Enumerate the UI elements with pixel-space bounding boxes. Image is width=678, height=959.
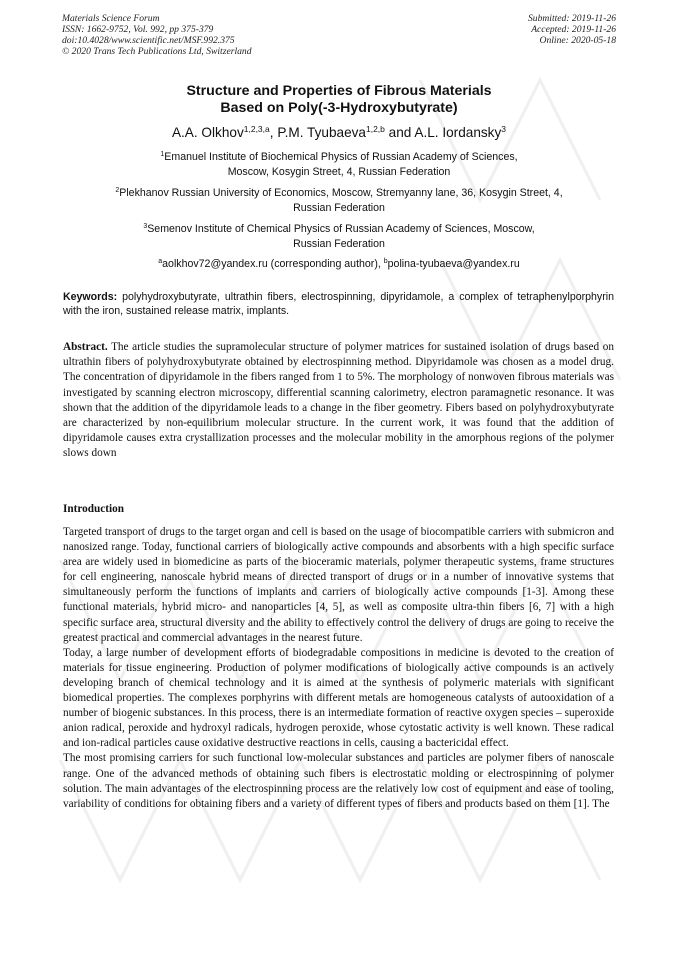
title-line-2: Based on Poly(-3-Hydroxybutyrate) <box>220 100 458 116</box>
email-marker-b: b <box>383 258 388 265</box>
keywords <box>63 290 614 318</box>
affiliation-text: Russian Federation <box>293 237 385 250</box>
affiliation-3 <box>60 222 618 251</box>
keywords-label: Keywords: <box>63 291 118 303</box>
author-separator: , <box>269 125 278 140</box>
introduction-body <box>63 525 614 812</box>
author-3: A.L. Iordansky <box>414 125 502 140</box>
author-1: A.A. Olkhov <box>171 125 244 140</box>
paragraph: Targeted transport of drugs to the target organ and cell is based on the usage of biocompatible carriers with submicron and nanosized range. Today, functional carriers of biologically active compounds and absorbents with a high specific surface area are widely used in biomedicine as parts of the bioceramic materials, polymer therapeutic systems, frame structures for cell engineering, nanoscale hybrid means of directed transport of drugs or in a number of innovative systems that simultaneously perform the functions of implants and carriers of biologically active compounds [1-3]. Among these functional materials, hybrid micro- and nanoparticles [4, 5], as well as composite ultra-thin fibers [6, 7] with a high specific surface area, structural diversity and the ability to effectively control the delivery of drugs are going to receive the greatest practical and commercial advantages in the nearest future. <box>63 526 614 644</box>
journal-header-right <box>528 13 616 46</box>
abstract <box>63 340 614 462</box>
journal-name: Materials Science Forum <box>62 13 160 24</box>
keywords-text: polyhydroxybutyrate, ultrathin fibers, electrospinning, dipyridamole, a complex of tetraphenylporphyrin with the iron, sustained release matrix, implants. <box>63 291 614 318</box>
doi-line: doi:10.4028/www.scientific.net/MSF.992.375 <box>62 35 235 46</box>
copyright-line: © 2020 Trans Tech Publications Ltd, Switzerland <box>62 46 252 57</box>
affiliation-text: Moscow, Kosygin Street, 4, Russian Federation <box>227 165 451 178</box>
affiliation-marker: 2 <box>115 187 120 195</box>
email-marker-a: a <box>158 258 163 265</box>
affiliation-text: Emanuel Institute of Biochemical Physics of Russian Academy of Sciences, <box>164 151 518 163</box>
author-2: P.M. Tyubaeva <box>277 125 366 140</box>
author-separator: and <box>384 125 415 140</box>
contact-emails <box>60 257 618 271</box>
section-heading-introduction: Introduction <box>63 503 125 515</box>
affiliation-text: Russian Federation <box>293 201 385 214</box>
paragraph: Today, a large number of development efforts of biodegradable compositions in medicine is devoted to the creation of materials for tissue engineering. Production of polymer modifications of biologically active compounds is an actively developing branch of chemical technology and it is aimed at the synthesis of polymeric materials with significant biomedical properties. The complexes porphyrins with different metals are homogeneous catalysts of autooxidation of a number of biogenic substances. In this process, there is an intermediate formation of reactive oxygen species – superoxide anion radical, peroxide and hydroxyl radicals, hydrogen peroxide, whose cytostatic activity is well known. These radical and ion-radical particles cause oxidative destructive reactions in cells, causing a bactericidal effect. <box>63 646 614 750</box>
abstract-label: Abstract. <box>63 341 108 353</box>
title-line-1: Structure and Properties of Fibrous Materials <box>186 83 492 99</box>
email-a: aolkhov72@yandex.ru (corresponding author), <box>162 258 384 270</box>
affiliation-2 <box>60 186 618 215</box>
email-b: polina-tyubaeva@yandex.ru <box>387 258 520 270</box>
affiliation-marker: 1 <box>160 151 165 158</box>
accepted-date: Accepted: 2019-11-26 <box>531 24 616 35</box>
affiliation-marker: 3 <box>143 223 148 231</box>
author-list <box>60 125 618 141</box>
issn-line: ISSN: 1662-9752, Vol. 992, pp 375-379 <box>62 24 214 35</box>
affiliation-text: Plekhanov Russian University of Economics, Moscow, Stremyanny lane, 36, Kosygin Street, 4, <box>119 187 563 200</box>
paper-title <box>60 83 618 117</box>
author-3-affil: 3 <box>501 124 507 134</box>
paragraph: The most promising carriers for such functional low-molecular substances and particles are polymer fibers of nanoscale range. One of the advanced methods of obtaining such fibers is electrostatic molding or electrospinning of polymer solution. The main advantages of the electrospinning process are the relatively low cost of equipment and ease of tooling, variability of conditions for obtaining fibers and a variety of different types of fibers and products based on them [1]. The <box>63 752 614 810</box>
affiliations <box>60 150 618 259</box>
author-2-affil: 1,2,b <box>365 124 385 134</box>
submitted-date: Submitted: 2019-11-26 <box>527 13 616 24</box>
abstract-text: The article studies the supramolecular structure of polymer matrices for sustained isolation of drugs based on ultrathin fibers of polyhydroxybutyrate obtained by electrospinning method. Dipyridamole was chosen as a model drug. The concentration of dipyridamole in the fibers ranged from 1 to 5%. The morphology of nonwoven fibrous materials was investigated by scanning electron microscopy, differential scanning calorimetry, electron paramagnetic resonance. It was shown that the addition of the dipyridamole leads to a change in the fiber geometry. Fibers based on polyhydroxybutyrate are characterized by non-equilibrium molecular structure. In the current work, it was found that the addition of dipyridamole causes extra crystallization processes and the molecular mobility in the amorphous regions of the polymer slows down <box>63 341 614 460</box>
author-1-affil: 1,2,3,a <box>243 124 270 134</box>
journal-header-left <box>62 13 252 57</box>
affiliation-text: Semenov Institute of Chemical Physics of Russian Academy of Sciences, Moscow, <box>147 223 535 236</box>
affiliation-1 <box>60 150 618 179</box>
online-date: Online: 2020-05-18 <box>539 35 616 46</box>
